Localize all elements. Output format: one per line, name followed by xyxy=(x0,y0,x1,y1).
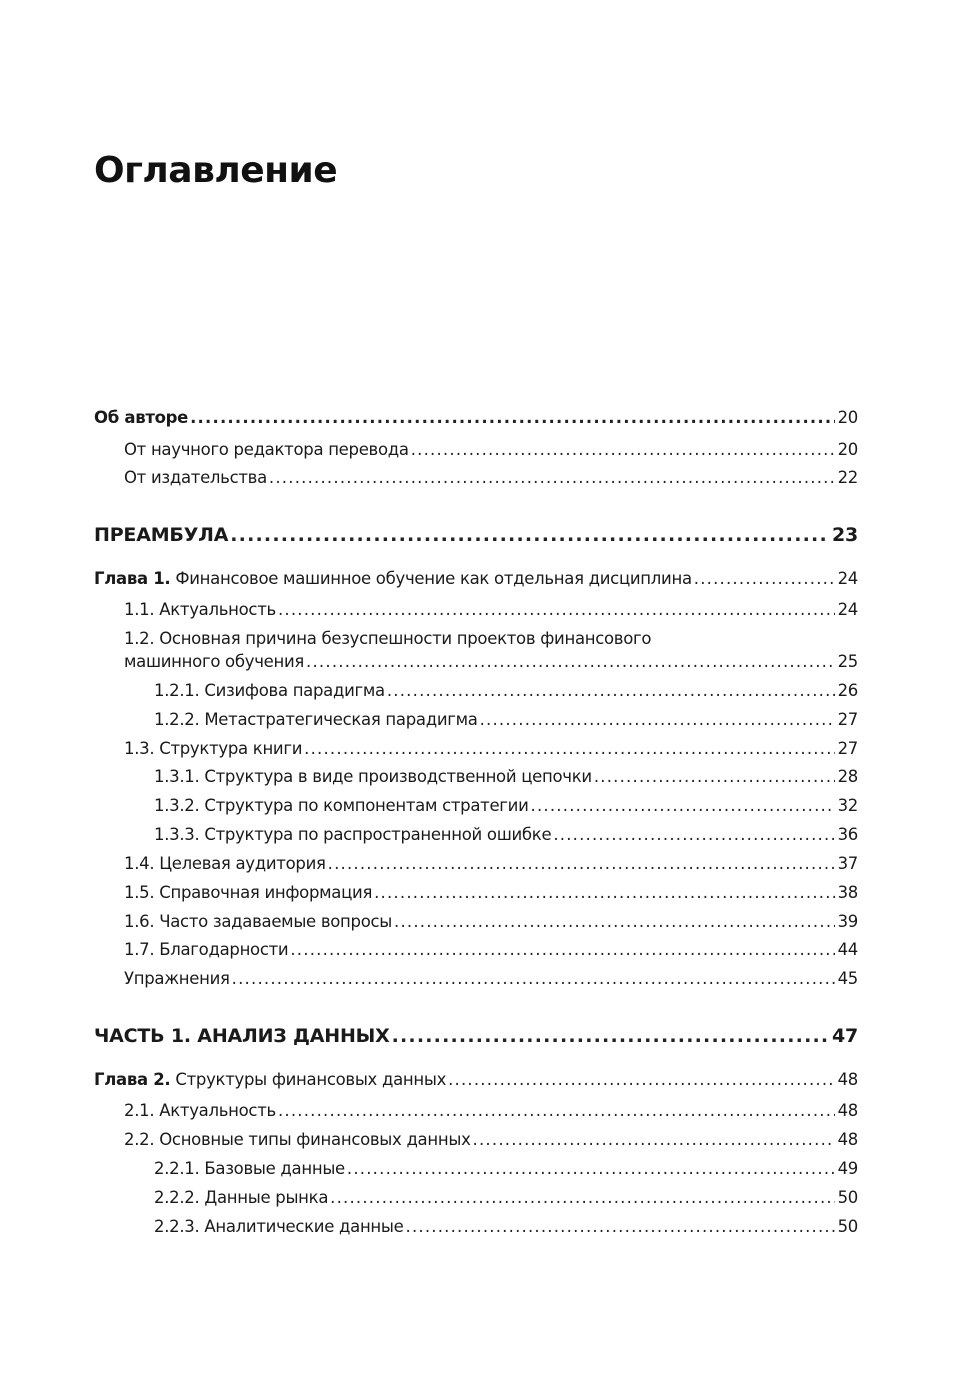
toc-entry-title: 1.4. Целевая аудитория xyxy=(124,854,326,873)
toc-page-number: 32 xyxy=(837,796,858,815)
toc-page-number: 48 xyxy=(837,1101,858,1120)
toc-leader-dots xyxy=(392,1025,829,1047)
toc-page-number: 49 xyxy=(837,1159,858,1178)
toc-page-number: 24 xyxy=(837,569,858,588)
toc-leader-dots xyxy=(330,1188,834,1207)
toc-entry-1-3-3[interactable] xyxy=(154,825,858,844)
toc-entry-title: 1.3.3. Структура по распространенной ошибке xyxy=(154,825,552,844)
toc-entry-title: Структуры финансовых данных xyxy=(175,1070,447,1089)
toc-entry-1-5[interactable] xyxy=(124,883,858,902)
toc-entry-title: 1.5. Справочная информация xyxy=(124,883,373,902)
toc-page-number: 37 xyxy=(837,854,858,873)
toc-page-number: 36 xyxy=(837,825,858,844)
toc-entry-1-3-1[interactable] xyxy=(154,767,858,786)
toc-page-number: 44 xyxy=(837,940,858,959)
toc-entry-title: 2.1. Актуальность xyxy=(124,1101,276,1120)
toc-entry-1-2-2[interactable] xyxy=(154,710,858,729)
toc-entry-1-2[interactable] xyxy=(124,652,858,671)
toc-entry-exercises[interactable] xyxy=(124,969,858,988)
toc-page-number: 27 xyxy=(837,739,858,758)
toc-page-number: 24 xyxy=(837,600,858,619)
toc-entry-title: 1.1. Актуальность xyxy=(124,600,276,619)
toc-entry-1-2-1[interactable] xyxy=(154,681,858,700)
toc-entry-title: От издательства xyxy=(124,468,267,487)
toc-entry-science-editor[interactable] xyxy=(124,440,858,459)
toc-entry-2-2-3[interactable] xyxy=(154,1217,858,1236)
toc-entry-about-author[interactable] xyxy=(94,408,858,427)
toc-entry-title: Финансовое машинное обучение как отдельная дисциплина xyxy=(175,569,692,588)
toc-leader-dots xyxy=(347,1159,835,1178)
toc-entry-title: Упражнения xyxy=(124,969,230,988)
toc-entry-title: 2.2.1. Базовые данные xyxy=(154,1159,345,1178)
toc-page-number: 28 xyxy=(837,767,858,786)
toc-leader-dots xyxy=(411,440,835,459)
toc-leader-dots xyxy=(448,1070,835,1089)
toc-entry-title: ЧАСТЬ 1. АНАЛИЗ ДАННЫХ xyxy=(94,1025,390,1047)
chapter-number: Глава 1. xyxy=(94,569,171,588)
toc-leader-dots xyxy=(480,710,835,729)
toc-page-number: 47 xyxy=(831,1025,858,1047)
toc-entry-title: машинного обучения xyxy=(124,652,305,671)
toc-entry-1-1[interactable] xyxy=(124,600,858,619)
toc-leader-dots xyxy=(594,767,835,786)
toc-entry-1-3-2[interactable] xyxy=(154,796,858,815)
toc-page-number: 50 xyxy=(837,1188,858,1207)
toc-page-number: 48 xyxy=(837,1130,858,1149)
toc-entry-title: 1.7. Благодарности xyxy=(124,940,289,959)
chapter-number: Глава 2. xyxy=(94,1070,171,1089)
toc-entry-1-6[interactable] xyxy=(124,912,858,931)
toc-entry-1-7[interactable] xyxy=(124,940,858,959)
toc-leader-dots xyxy=(531,796,835,815)
toc-leader-dots xyxy=(328,854,835,873)
toc-leader-dots xyxy=(232,969,835,988)
toc-entry-2-2-2[interactable] xyxy=(154,1188,858,1207)
toc-page-number: 48 xyxy=(837,1070,858,1089)
toc-entry-title: 1.2.1. Сизифова парадигма xyxy=(154,681,385,700)
toc-entry-1-3[interactable] xyxy=(124,739,858,758)
toc-page-number: 39 xyxy=(837,912,858,931)
toc-leader-dots xyxy=(694,569,835,588)
toc-leader-dots xyxy=(306,652,835,671)
toc-page-number: 38 xyxy=(837,883,858,902)
toc-leader-dots xyxy=(290,940,834,959)
toc-entry-2-2[interactable] xyxy=(124,1130,858,1149)
toc-page-number: 23 xyxy=(831,524,858,546)
toc-leader-dots xyxy=(394,912,835,931)
toc-chapter-2[interactable] xyxy=(94,1070,858,1089)
toc-entry-title: Об авторе xyxy=(94,408,189,427)
toc-page-number: 20 xyxy=(837,440,858,459)
toc-entry-title: 2.2.3. Аналитические данные xyxy=(154,1217,404,1236)
toc-part-1[interactable] xyxy=(94,1025,858,1047)
toc-leader-dots xyxy=(406,1217,835,1236)
toc-leader-dots xyxy=(190,408,835,427)
toc-page-number: 22 xyxy=(837,468,858,487)
toc-part-preamble[interactable] xyxy=(94,524,858,546)
toc-entry-title: 1.3.2. Структура по компонентам стратегии xyxy=(154,796,529,815)
toc-entry-2-2-1[interactable] xyxy=(154,1159,858,1178)
toc-page-number: 26 xyxy=(837,681,858,700)
toc-leader-dots xyxy=(269,468,835,487)
toc-page-number: 27 xyxy=(837,710,858,729)
toc-leader-dots xyxy=(230,524,829,546)
toc-leader-dots xyxy=(278,600,835,619)
toc-page-number: 20 xyxy=(837,408,858,427)
toc-entry-title: 1.6. Часто задаваемые вопросы xyxy=(124,912,393,931)
toc-entry-1-4[interactable] xyxy=(124,854,858,873)
toc-chapter-1[interactable] xyxy=(94,569,858,588)
toc-entry-title: 1.2.2. Метастратегическая парадигма xyxy=(154,710,478,729)
toc-entry-publisher[interactable] xyxy=(124,468,858,487)
toc-entry-title: От научного редактора перевода xyxy=(124,440,409,459)
toc-entry-1-2-line1[interactable]: 1.2. Основная причина безуспешности проектов финансового xyxy=(124,629,652,648)
toc-entry-title: 2.2. Основные типы финансовых данных xyxy=(124,1130,471,1149)
toc-page-number: 50 xyxy=(837,1217,858,1236)
toc-entry-title: 1.3. Структура книги xyxy=(124,739,303,758)
toc-page-number: 45 xyxy=(837,969,858,988)
toc-leader-dots xyxy=(473,1130,835,1149)
toc-leader-dots xyxy=(304,739,834,758)
toc-leader-dots xyxy=(553,825,834,844)
page-title: Оглавление xyxy=(94,150,338,191)
toc-leader-dots xyxy=(387,681,835,700)
toc-entry-title: 2.2.2. Данные рынка xyxy=(154,1188,329,1207)
toc-page-number: 25 xyxy=(837,652,858,671)
toc-leader-dots xyxy=(278,1101,835,1120)
toc-entry-title: 1.3.1. Структура в виде производственной цепочки xyxy=(154,767,592,786)
toc-entry-2-1[interactable] xyxy=(124,1101,858,1120)
toc-leader-dots xyxy=(374,883,835,902)
toc-entry-title: ПРЕАМБУЛА xyxy=(94,524,229,546)
